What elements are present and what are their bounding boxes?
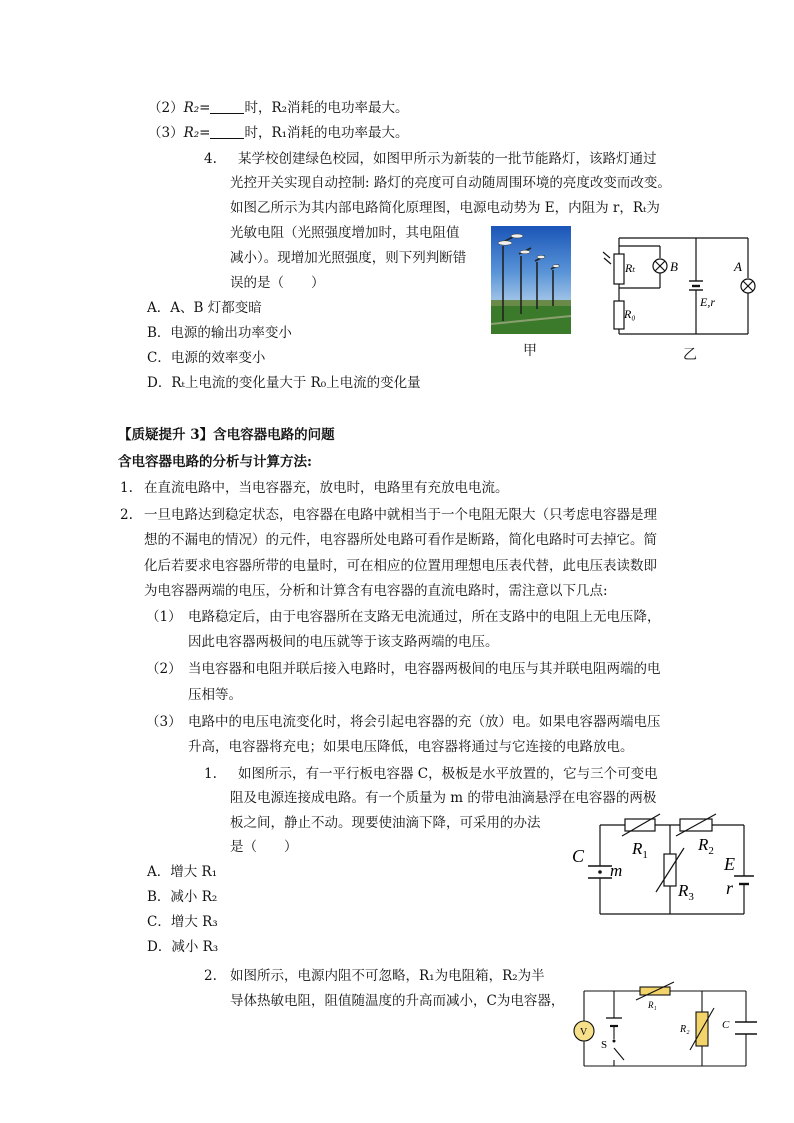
sub-3-line: 升高，电容器将充电；如果电压降低，电容器将通过与它连接的电路放电。 [188,739,634,755]
example-1-line: 阻及电源连接成电路。有一个质量为 m 的带电油滴悬浮在电容器的两极 [230,790,657,806]
circuit-diagram-example-1 [570,816,760,922]
answer-blank[interactable] [210,124,244,139]
label-rt: Rₜ [625,261,636,275]
problem-4-line: 某学校创建绿色校园，如图甲所示为新装的一批节能路灯，该路灯通过 [238,151,657,167]
example-2-line: 如图所示，电源内阻不可忽略，R₁为电阻箱，R₂为半 [230,968,545,984]
item-2-line: 一旦电路达到稳定状态，电容器在电路中就相当于一个电阻无限大（只考虑电容器是理 [144,507,657,523]
sub-2-line: 压相等。 [188,687,242,703]
sub-1-line: 因此电容器两极间的电压就等于该支路两端的电压。 [188,634,499,650]
sub-1-number: （1） [146,609,182,625]
item-2-number: 2. [120,507,133,523]
label-r1: $R_1$ [632,839,648,861]
example-1-number: 1. [204,766,217,782]
question-2: （2）R₂= 时，R₂消耗的电功率最大。 [148,100,409,116]
street-lamp-photo [491,226,571,334]
option-a[interactable]: A．A、B 灯都变暗 [147,300,262,316]
label-r1: R₁ [648,1000,657,1010]
example-1-line: 是（ ） [230,839,298,855]
example-2-number: 2. [204,968,217,984]
figure-yi-caption: 乙 [683,347,697,363]
item-2-line: 想的不漏电的情况）的元件，电容器所处电路可看作是断路，简化电路时可去掉它。简 [144,532,657,548]
item-1-text: 在直流电路中，当电容器充，放电时，电路里有充放电电流。 [144,480,509,496]
circuit-diagram-yi [610,236,750,336]
example-1-option-d[interactable]: D．减小 R₃ [147,939,219,955]
label-v: V [580,1027,588,1038]
photoresistor-rt [614,254,624,284]
switch-s-icon[interactable] [613,1040,616,1043]
problem-4-line: 光敏电阻（光照强度增加时，其电阻值 [230,225,460,241]
sub-2-number: （2） [146,661,182,677]
sub-1-line: 电路稳定后，由于电容器所在支路无电流通过，所在支路中的电阻上无电压降， [188,609,661,625]
oil-drop-icon [598,870,602,874]
problem-4-number: 4. [204,151,217,167]
label-r: r [726,878,734,898]
label-r3: $R_3$ [678,881,694,903]
label-e: E [724,854,735,874]
problem-4-line: 误的是（ ） [230,275,325,291]
circuit-diagram-example-2 [568,984,754,1070]
label-c: C [572,846,585,866]
figure-jia-caption: 甲 [523,343,537,359]
example-1-option-c[interactable]: C．增大 R₃ [147,914,218,930]
label-s: S [601,1039,608,1051]
resistor-r0 [614,301,624,329]
problem-4-line: 光控开关实现自动控制: 路灯的亮度可自动随周围环境的亮度改变而改变。 [230,175,671,191]
example-1-option-a[interactable]: A．增大 R₁ [147,864,218,880]
question-3: （3）R₂= 时，R₁消耗的电功率最大。 [148,125,409,141]
example-2-line: 导体热敏电阻，阻值随温度的升高而减小，C为电容器， [230,993,565,1009]
option-c[interactable]: C．电源的效率变小 [147,350,266,366]
item-2-line: 为电容器两端的电压，分析和计算含有电容器的直流电路时，需注意以下几点: [144,583,608,599]
example-1-line: 如图所示，有一平行板电容器 C，极板是水平放置的，它与三个可变电 [238,766,658,782]
answer-blank[interactable] [210,99,244,114]
section-heading: 【质疑提升 3】含电容器电路的问题 [118,427,335,443]
label-a: A [734,259,742,274]
problem-4-line: 如图乙所示为其内部电路简化原理图，电源电动势为 E，内阻为 r，Rₜ为 [230,200,660,216]
label-r0: R₀ [624,307,636,321]
sub-3-line: 电路中的电压电流变化时，将会引起电容器的充（放）电。如果电容器两端电压 [188,714,661,730]
label-c: C [722,1019,730,1031]
sub-3-number: （3） [146,714,182,730]
example-1-line: 板之间，静止不动。现要使油滴下降，可采用的办法 [230,815,541,831]
option-d[interactable]: D．Rₜ上电流的变化量大于 R₀上电流的变化量 [147,375,421,391]
section-subheading: 含电容器电路的分析与计算方法: [118,454,312,470]
label-er: E,r [700,295,715,309]
item-2-line: 化后若要求电容器所带的电量时，可在相应的位置用理想电压表代替，此电压表读数即 [144,558,657,574]
example-1-option-b[interactable]: B．减小 R₂ [147,889,218,905]
label-b: B [670,259,678,274]
option-b[interactable]: B．电源的输出功率变小 [147,325,292,341]
item-1-number: 1. [120,480,133,496]
label-r2: R₂ [680,1024,690,1035]
label-m: m [610,861,623,880]
sub-2-line: 当电容器和电阻并联后接入电路时，电容器两极间的电压与其并联电阻两端的电 [188,661,661,677]
label-r2: $R_2$ [698,835,714,857]
problem-4-line: 减小）。现增加光照强度，则下列判断错 [230,250,467,266]
